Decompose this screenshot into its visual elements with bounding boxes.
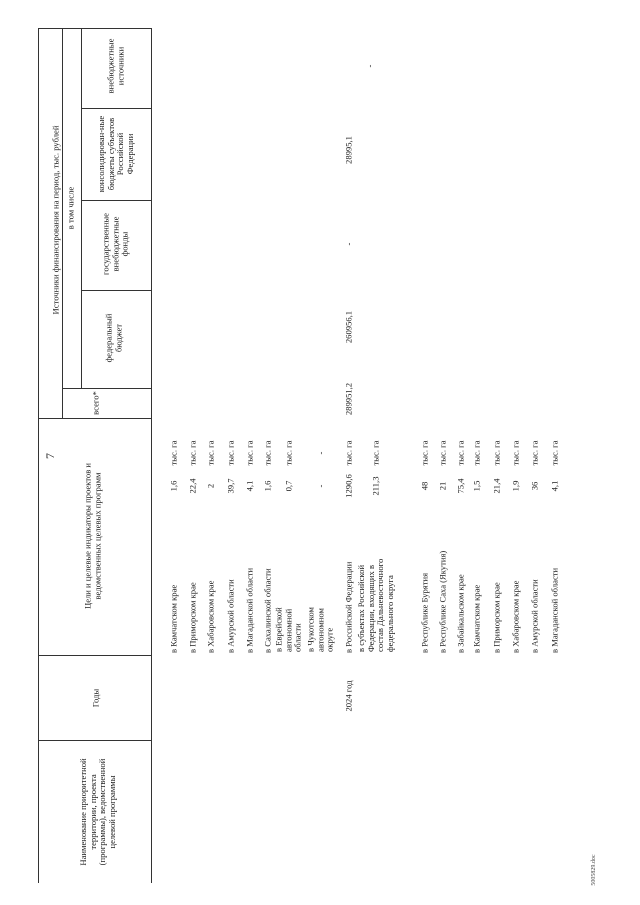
row-region: в Приморском крае: [187, 582, 198, 653]
row-value: 48: [419, 481, 430, 491]
row-unit: тыс. га: [455, 440, 466, 466]
row-unit: -: [315, 451, 326, 455]
row-value: -: [315, 484, 326, 488]
row-region: в Амурской области: [225, 579, 236, 653]
row-value: 2: [205, 483, 216, 489]
row-unit: тыс. га: [549, 440, 560, 466]
row-region: в Еврейской автономной области: [273, 607, 303, 652]
header-name: Наименование приоритетной территории, проекта (программы), ведомственной целевой программы: [77, 758, 117, 866]
row-value: 75,4: [455, 478, 466, 494]
row-unit: тыс. га: [225, 440, 236, 466]
row-value: 0,7: [283, 480, 294, 492]
row-unit: тыс. га: [491, 440, 502, 466]
header-divider-extra: [81, 108, 151, 109]
row-region: в Чукотском автономном округе: [305, 607, 335, 652]
header-including: в том числе: [65, 186, 76, 230]
page-number: 7: [43, 453, 57, 459]
row-value: 1,6: [168, 480, 179, 492]
header-divider-goals: [38, 655, 151, 656]
row-value: 1290,6: [343, 474, 354, 498]
row-unit: тыс. га: [283, 440, 294, 466]
header-financing: Источники финансирования на период, тыс. рублей: [50, 125, 61, 315]
row-region: в Камчатском крае: [168, 584, 179, 653]
row-region: в Амурской области: [529, 579, 540, 653]
table-border-right: [38, 28, 151, 29]
row-unit: тыс. га: [370, 440, 381, 466]
header-federal: федеральный бюджет: [103, 313, 123, 363]
header-divider-subcols: [62, 388, 151, 389]
row-value: 36: [529, 481, 540, 491]
financing-state-funds: -: [343, 242, 354, 246]
row-unit: тыс. га: [419, 440, 430, 466]
row-unit: тыс. га: [510, 440, 521, 466]
row-value: 21,4: [491, 478, 502, 494]
row-value: 4,1: [244, 480, 255, 492]
row-unit: тыс. га: [529, 440, 540, 466]
header-state-funds: государственные внебюджетные фонды: [100, 213, 130, 275]
row-value: 1,9: [510, 480, 521, 492]
row-region: в Приморском крае: [491, 582, 502, 653]
financing-federal: 260956,1: [343, 310, 354, 344]
row-unit: тыс. га: [168, 440, 179, 466]
row-region: в Магаданской области: [244, 567, 255, 653]
row-value: 39,7: [225, 478, 236, 494]
document-footer: 5005829.doc: [591, 854, 597, 886]
year-label: 2024 год: [343, 680, 354, 712]
header-years: Годы: [90, 688, 101, 708]
header-consolidated: консолидирован-ные бюджеты субъектов Российской Федерации: [95, 115, 135, 193]
row-region: в Магаданской области: [549, 567, 560, 653]
row-value: 211,3: [370, 476, 381, 496]
row-region: в Сахалинской области: [262, 568, 273, 653]
header-extra: внебюджетные источники: [105, 38, 125, 94]
row-value: 4,1: [549, 480, 560, 492]
row-unit: тыс. га: [437, 440, 448, 466]
row-value: 22,4: [187, 478, 198, 494]
row-unit: тыс. га: [471, 440, 482, 466]
row-region: в Российской Федерации: [343, 561, 354, 653]
row-unit: тыс. га: [262, 440, 273, 466]
header-total: всего*: [90, 391, 101, 415]
header-divider-total: [38, 418, 151, 419]
row-region: в Хабаровском крае: [510, 580, 521, 653]
table-header-bottom: [151, 28, 152, 883]
row-value: 1,6: [262, 480, 273, 492]
row-value: 1,5: [471, 480, 482, 492]
row-unit: тыс. га: [205, 440, 216, 466]
financing-extra: -: [364, 64, 375, 68]
row-unit: тыс. га: [187, 440, 198, 466]
row-unit: тыс. га: [343, 440, 354, 466]
table-border-top: [38, 28, 39, 883]
header-goals: Цели и целевые индикаторы проектов и ведомственных целевых программ: [82, 463, 102, 609]
row-value: 21: [437, 481, 448, 491]
row-region: в Забайкальском крае: [455, 574, 466, 653]
row-region: в Республике Саха (Якутия): [437, 550, 448, 653]
row-unit: тыс. га: [244, 440, 255, 466]
row-region: в Камчатском крае: [471, 584, 482, 653]
header-divider-including: [81, 28, 82, 388]
header-divider-years: [38, 740, 151, 741]
header-divider-financing: [62, 28, 63, 418]
header-divider-state: [81, 290, 151, 291]
financing-total: 289951,2: [343, 382, 354, 416]
row-region: в Хабаровском крае: [205, 580, 216, 653]
header-divider-consolidated: [81, 200, 151, 201]
row-region: в Республике Бурятия: [419, 572, 430, 653]
financing-consolidated: 28995,1: [343, 136, 354, 164]
row-region: в субъектах Российской Федерации, входящих в состав Дальневосточного федерального округа: [355, 558, 395, 652]
